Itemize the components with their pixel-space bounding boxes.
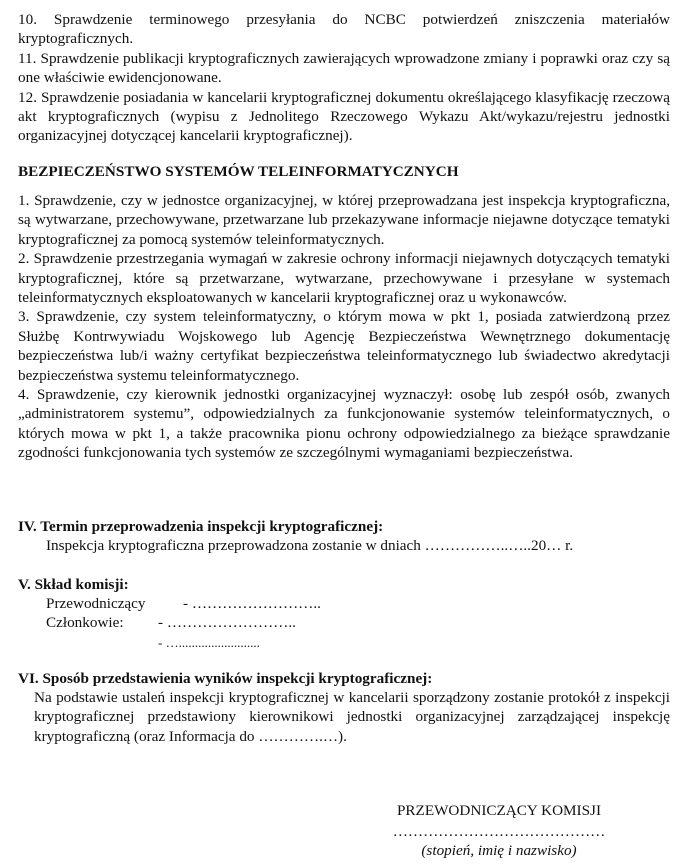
security-item-1: 1. Sprawdzenie, czy w jednostce organizacyjnej, w której przeprowadzana jest inspekcja kryptograficzna, są wytwarzane, przechowywane, przetwarzane lub przekazywane informacje niejawne dotyczące tematyki kryptograficznej za pomocą systemów teleinformatycznych. — [18, 192, 670, 248]
security-item-4: 4. Sprawdzenie, czy kierownik jednostki organizacyjnej wyznaczył: osobę lub zespół osób, zwanych „administratorem systemu”, odpowiedzialnych za funkcjonowanie systemów teleinformatycznych, o których mowa w pkt 1, a także pracownika pionu ochrony odpowiedzialnego za bieżące sprawdzanie zgodności funkcjonowania tych systemów ze szczególnymi wymaganiami bezpieczeństwa. — [18, 386, 670, 462]
security-heading: BEZPIECZEŃSTWO SYSTEMÓW TELEINFORMATYCZNYCH — [18, 163, 459, 180]
chair-value: - …………………….. — [183, 595, 321, 612]
item-11: 11. Sprawdzenie publikacji kryptograficznych zawierających wprowadzone zmiany i poprawki oraz czy są one właściwie ewidencjonowane. — [18, 49, 670, 87]
section-iv-heading: IV. Termin przeprowadzenia inspekcji kryptograficznej: — [18, 518, 384, 535]
section-vi-body — [34, 688, 670, 746]
section-v-heading: V. Skład komisji: — [18, 576, 129, 593]
section-iv-text: Inspekcja kryptograficzna przeprowadzona zostanie w dniach ……………..…..20… r. — [46, 537, 574, 554]
top-items — [18, 10, 670, 146]
security-item-2: 2. Sprawdzenie przestrzegania wymagań w zakresie ochrony informacji niejawnych dotyczących tematyki kryptograficznej, które są przetwarzane, wytwarzane, przechowywane i przesyłane w systemach teleinformatycznych eksploatowanych w kancelarii kryptograficznej oraz u wykonawców. — [18, 250, 670, 307]
item-10: 10. Sprawdzenie terminowego przesyłania do NCBC potwierdzeń zniszczenia materiałów kryptograficznych. — [18, 11, 670, 48]
section-vi-heading: VI. Sposób przedstawienia wyników inspekcji kryptograficznej: — [18, 670, 433, 687]
security-items — [18, 191, 670, 463]
member-1-value: - …………………….. — [158, 614, 296, 631]
members-label: Członkowie: — [46, 614, 124, 631]
signature-caption: (stopień, imię i nazwisko) — [421, 842, 577, 859]
signature-title: PRZEWODNICZĄCY KOMISJI — [396, 802, 602, 819]
signature-dots: …………………………………… — [392, 823, 606, 840]
section-vi-text: Na podstawie ustaleń inspekcji kryptograficznej w kancelarii sporządzony zostanie protokół z inspekcji kryptograficznej przedstawiony kierownikowi jednostki organizacyjnej zarządzającej inspekcję kryptograficzną (oraz Informacja do ………….…). — [34, 689, 670, 745]
security-item-3: 3. Sprawdzenie, czy system teleinformatyczny, o którym mowa w pkt 1, posiada zatwierdzoną przez Służbę Kontrwywiadu Wojskowego lub Agencję Bezpieczeństwa Wewnętrznego dokumentację bezpieczeństwa lub/i ważny certyfikat bezpieczeństwa teleinformatycznego lub świadectwo akredytacji bezpieczeństwa systemu teleinformatycznego. — [18, 308, 670, 384]
chair-label: Przewodniczący — [46, 595, 146, 612]
item-12: 12. Sprawdzenie posiadania w kancelarii kryptograficznej dokumentu określającego klasyfikację rzeczową akt kryptograficznych (wypisu z Jednolitego Rzeczowego Wykazu Akt/wykazu/rejestru jednostki organizacyjnej dotyczącej kancelarii kryptograficznej). — [18, 88, 670, 145]
member-2-value: - …......................... — [158, 635, 260, 650]
